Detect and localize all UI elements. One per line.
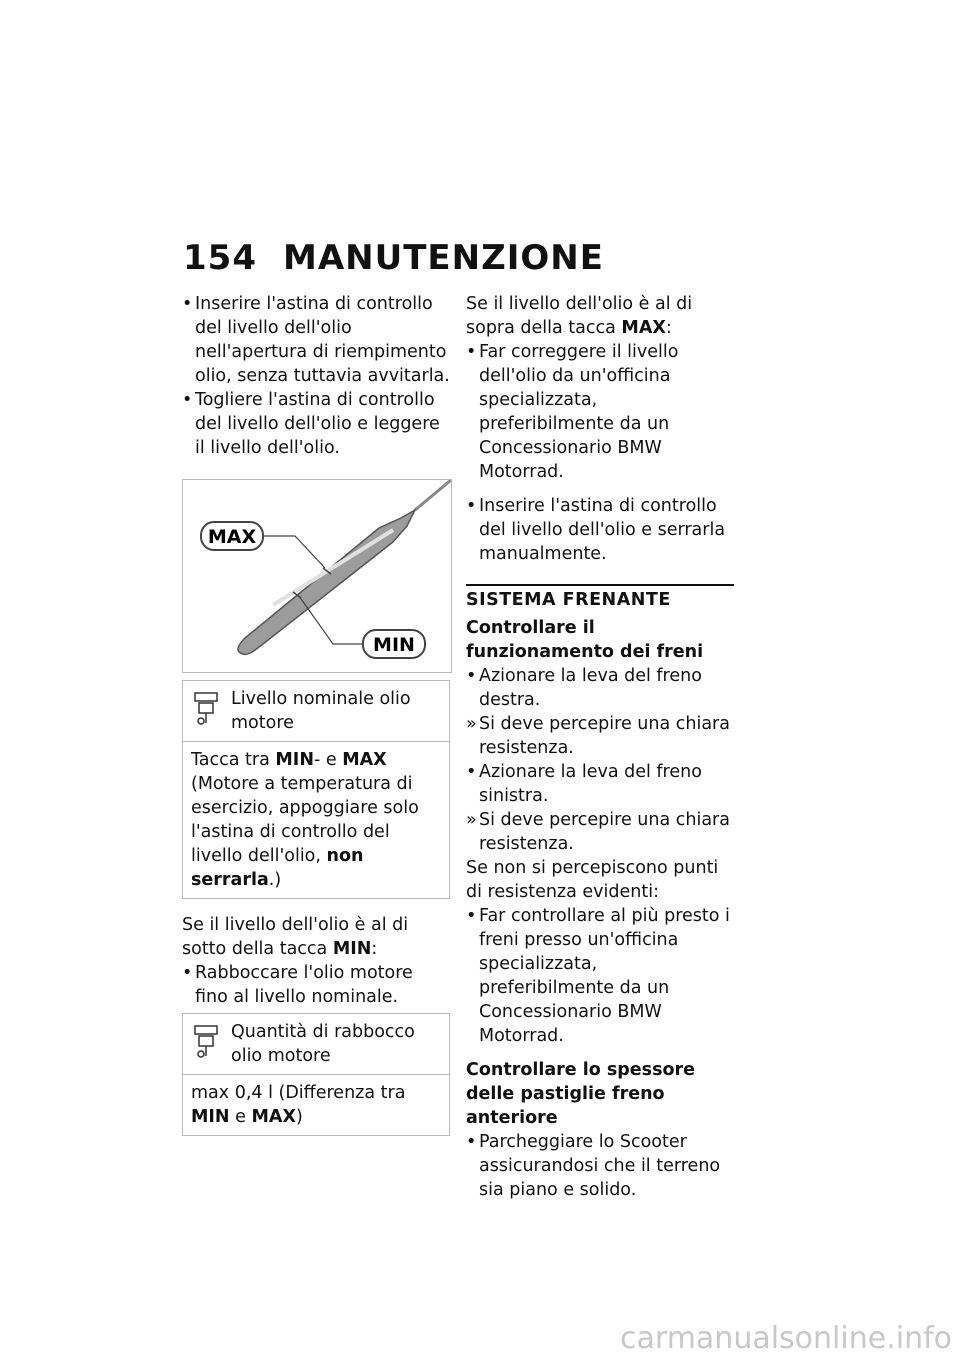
list-item: • Inserire l'astina di controllo del livello dell'olio nell'apertura di riempimento olio, senza tuttavia avvitarla.	[182, 294, 450, 386]
list-item: • Azionare la leva del freno sinistra.	[466, 762, 702, 806]
page-number: 154	[183, 238, 257, 278]
page-title: MANUTENZIONE	[283, 238, 604, 278]
spec-value: max 0,4 l (Differenza tra MIN e MAX)	[191, 1083, 406, 1127]
result-item: » Si deve percepire una chiara resistenza.	[466, 714, 730, 758]
list-item: • Azionare la leva del freno destra.	[466, 666, 702, 710]
watermark: carmanualsonline.info	[620, 1321, 952, 1356]
subheading: Controllare il funzionamento dei freni	[466, 618, 704, 662]
result-item: » Si deve percepire una chiara resistenza.	[466, 810, 730, 854]
paragraph: Se il livello dell'olio è al di sotto della tacca MIN:	[182, 915, 409, 959]
page-header	[183, 238, 604, 278]
subheading: Controllare lo spessore delle pastiglie freno anteriore	[466, 1060, 696, 1128]
spec-title: Quantità di rabbocco olio motore	[231, 1022, 415, 1066]
spec-box-oil-level	[182, 680, 450, 899]
list-item: • Far controllare al più presto i freni presso un'officina specializzata, preferibilmente da un Concessionario BMW Motorrad.	[466, 906, 730, 1046]
oil-level-icon	[193, 687, 231, 735]
list-item: • Far correggere il livello dell'olio da un'officina specializzata, preferibilmente da un Concessionario BMW Motorrad.	[466, 342, 679, 482]
left-column	[182, 292, 450, 1136]
paragraph: Se non si percepiscono punti di resistenza evidenti:	[466, 858, 719, 902]
min-label: MIN	[373, 634, 415, 656]
list-item: • Rabboccare l'olio motore fino al livello nominale.	[182, 963, 413, 1007]
section-title: SISTEMA FRENANTE	[466, 584, 734, 612]
oil-quantity-icon	[193, 1020, 231, 1068]
right-column	[466, 292, 734, 1202]
spec-title: Livello nominale olio motore	[231, 689, 411, 733]
max-label: MAX	[207, 526, 257, 548]
list-item: • Togliere l'astina di controllo del livello dell'olio e leggere il livello dell'olio.	[182, 390, 440, 458]
list-item: • Parcheggiare lo Scooter assicurandosi che il terreno sia piano e solido.	[466, 1132, 721, 1200]
dipstick-figure	[182, 479, 452, 673]
dipstick-illustration	[183, 480, 451, 672]
list-item: • Inserire l'astina di controllo del livello dell'olio e serrarla manualmente.	[466, 496, 726, 564]
spec-box-refill	[182, 1013, 450, 1136]
spec-value: Tacca tra MIN- e MAX (Motore a temperatura di esercizio, appoggiare solo l'astina di controllo del livello dell'olio, non serrarla.)	[191, 750, 419, 890]
paragraph: Se il livello dell'olio è al di sopra della tacca MAX:	[466, 294, 693, 338]
